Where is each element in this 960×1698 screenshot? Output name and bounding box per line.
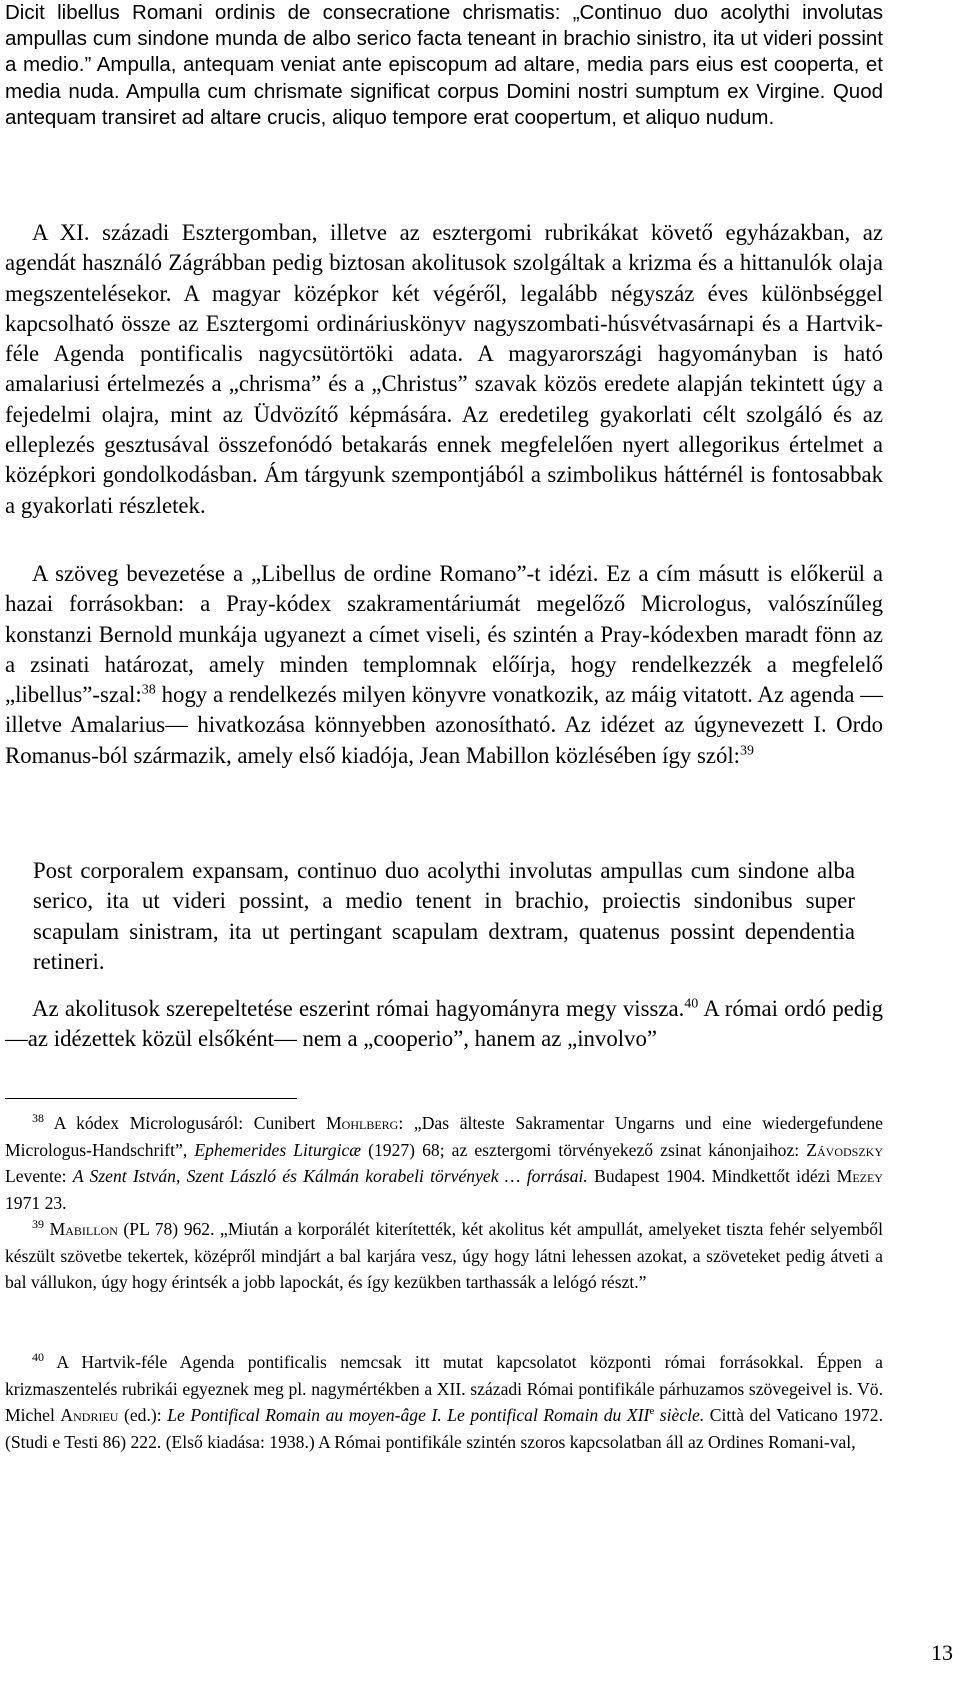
author-name: Mohlberg: [326, 1113, 399, 1133]
footnote-separator: [5, 1098, 297, 1099]
footnote-39: [5, 1216, 883, 1296]
footnote-text: (PL 78) 962. „Miután a korporálét kiterítették, két akolitus két ampullát, amelyeket tiszta fehér selyemből készült szövetbe tekertek, középről mindjárt a bal karjára vesz, úgy hogy látni lehessen azokat, a szöveteket pedig átveti a bal vállukon, úgy hogy érintsék a jobb lapockát, és így kezükben tarthassák a lelógó részt.”: [5, 1219, 883, 1292]
book-title: A Szent István, Szent László és Kálmán korabeli törvények … forrásai.: [72, 1166, 588, 1186]
body-paragraph-3-text-b: A római ordó pedig —az idézettek közül elsőként— nem a „cooperio”, hanem az „involvo”: [5, 996, 883, 1052]
body-paragraph-3-text-a: Az akolitusok szerepeltetése eszerint római hagyományra megy vissza.: [32, 996, 685, 1021]
footnote-text: A Hartvik-féle Agenda pontificalis nemcsak itt mutat kapcsolatot központi római forrásokkal. Éppen a krizmaszentelés rubrikái egyeznek meg pl. nagymértékben a XII. századi Római pontifikále párhuzamos szövegeivel is. Vö. Michel: [5, 1352, 883, 1425]
latin-intro-paragraph: Dicit libellus Romani ordinis de consecratione chrismatis: „Continuo duo acolythi involutas ampullas cum sindone munda de albo serico facta teneant in brachio sinistro, ita ut videri possint a medio.” Ampulla, antequam veniat ante episcopum ad altare, media pars eius est cooperta, et media nuda. Ampulla cum chrismate significat corpus Domini nostri sumptum ex Virgine. Quod antequam transiret ad altare crucis, aliquo tempore erat coopertum, et aliquo nudum.: [5, 1, 883, 129]
footnote-38: [5, 1110, 883, 1216]
latin-block-quote: Post corporalem expansam, continuo duo acolythi involutas ampullas cum sindone alba serico, ita ut videri possint, a medio tenent in brachio, proiectis sindonibus super scapulam sinistram, ita ut pertingant scapulam dextram, quatenus possint dependentia retineri.: [33, 858, 855, 974]
body-paragraph-2: [5, 559, 883, 771]
footnote-text: Città del Vaticano 1972. (Studi e Testi 86) 222. (Első kiadása: 1938.) A Római pontifikále szintén szoros kapcsolatban áll az Ordines Romani-val,: [5, 1405, 883, 1452]
body-paragraph-2-text-a: A szöveg bevezetése a „Libellus de ordine Romano”-t idézi. Ez a cím másutt is előkerül a hazai forrásokban: a Pray-kódex szakramentáriumát megelőző Micrologus, valószínűleg konstanzi Bernold munkája ugyanezt a címet viseli, és szintén a Pray-kódexben maradt fönn az a zsinati határozat, amely minden templomnak előírja, hogy rendelkezzék a megfelelő „libellus”-szal:: [5, 561, 883, 708]
footnote-text: (ed.):: [118, 1405, 168, 1425]
book-title: Le Pontifical Romain au moyen-âge I. Le pontifical Romain du XII: [167, 1405, 650, 1425]
author-name: Mabillon: [49, 1219, 118, 1239]
author-name: Mezey: [836, 1166, 883, 1186]
page-number: 13: [931, 1640, 953, 1665]
footnote-ref-38[interactable]: 38: [141, 682, 156, 698]
footnote-number: 39: [32, 1217, 44, 1232]
footnote-ref-39[interactable]: 39: [740, 743, 755, 759]
footnote-number: 38: [32, 1111, 44, 1126]
footnote-text: A kódex Micrologusáról: Cunibert: [44, 1113, 327, 1133]
footnote-40: [5, 1349, 883, 1455]
author-name: Závodszky: [806, 1139, 883, 1160]
footnote-text: 1971 23.: [5, 1192, 67, 1213]
footnote-number: 40: [32, 1350, 44, 1365]
body-paragraph-2-text-b: hogy a rendelkezés milyen könyvre vonatkozik, az máig vitatott. Az agenda —illetve Amalarius— hivatkozása könnyebben azonosítható. Az idézet az úgynevezett I. Ordo Romanus-ból származik, amely első kiadója, Jean Mabillon közlésében így szól:: [5, 682, 883, 768]
body-paragraph-3: [5, 994, 883, 1055]
book-title-end: siècle.: [654, 1405, 705, 1425]
footnote-ref-40[interactable]: 40: [684, 996, 699, 1012]
footnote-text: Levente:: [5, 1166, 73, 1186]
footnote-text: : „Das älteste Sakramentar Ungarns und eine wiedergefundene Micrologus-Handschrift”,: [5, 1113, 883, 1160]
author-name: Andrieu: [60, 1405, 119, 1425]
century-superscript: e: [649, 1405, 655, 1418]
footnote-text: (1927) 68; az esztergomi törvényekező zsinat kánonjaihoz:: [361, 1139, 807, 1160]
journal-title: Ephemerides Liturgicæ: [194, 1139, 362, 1160]
footnote-text: Budapest 1904. Mindkettőt idézi: [587, 1166, 837, 1186]
body-paragraph-1: A XI. századi Esztergomban, illetve az esztergomi rubrikákat követő egyházakban, az agendát használó Zágrábban pedig biztosan akolitusok szolgáltak a krizma és a hittanulók olaja megszentelésekor. A magyar középkor két végéről, legalább négyszáz éves különbséggel kapcsolható össze az Esztergomi ordináriuskönyv nagyszombati-húsvétvasárnapi és a Hartvik-féle Agenda pontificalis nagycsütörtöki adata. A magyarországi hagyományban is ható amalariusi értelmezés a „chrisma” és a „Christus” szavak közös eredete alapján tekintett úgy a fejedelmi olajra, mint az Üdvözítő képmására. Az eredetileg gyakorlati célt szolgáló és az elleplezés gesztusával összefonódó betakarás ennek megfelelően nyert allegorikus értelmet a középkori gondolkodásban. Ám tárgyunk szempontjából a szimbolikus háttérnél is fontosabbak a gyakorlati részletek.: [5, 220, 883, 518]
